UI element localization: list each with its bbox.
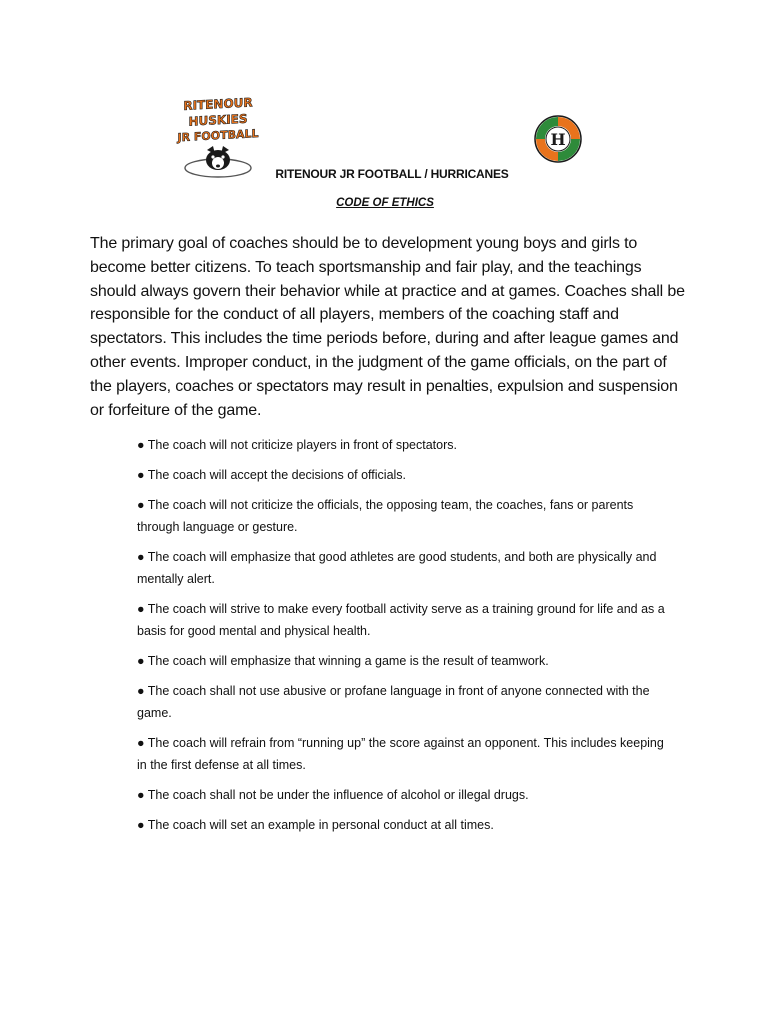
svg-text:HUSKIES: HUSKIES [188,111,248,129]
rule-item: ● The coach will not criticize the officials, the opposing team, the coaches, fans or parents through language or gesture. [137,498,634,534]
intro-paragraph: The primary goal of coaches should be to development young boys and girls to become better citizens. To teach sportsmanship and fair play, and the teachings should always govern their behavior while at practice and at games. Coaches shall be responsible for the conduct of all players, members of the coaching staff and spectators. This includes the time periods before, during and after league games and other events. Improper conduct, in the judgment of the game officials, on the part of the players, coaches or spectators may result in penalties, expulsion and suspension or forfeiture of the game. [90,235,685,419]
hurricanes-logo [533,114,583,164]
rules-list [137,434,677,844]
svg-text:JR FOOTBALL: JR FOOTBALL [177,127,259,145]
rule-item: ● The coach shall not use abusive or profane language in front of anyone connected with the game. [137,684,650,720]
rule-item: ● The coach will emphasize that winning a game is the result of teamwork. [137,654,549,668]
document-title: RITENOUR JR FOOTBALL / HURRICANES [275,167,509,181]
svg-text:RITENOUR: RITENOUR [183,95,253,113]
rule-item: ● The coach will not criticize players in front of spectators. [137,438,457,452]
rule-item: ● The coach will refrain from “running up” the score against an opponent. This includes keeping in the first defense at all times. [137,736,664,772]
rule-item: ● The coach will accept the decisions of officials. [137,468,407,482]
rule-item: ● The coach will strive to make every football activity serve as a training ground for life and as a basis for good mental and physical health. [137,602,665,638]
rule-item: ● The coach shall not be under the influence of alcohol or illegal drugs. [137,788,529,802]
svg-text:H: H [550,130,566,149]
document-subtitle: CODE OF ETHICS [336,197,434,209]
rule-item: ● The coach will set an example in personal conduct at all times. [137,818,494,832]
rule-item: ● The coach will emphasize that good athletes are good students, and both are physically and mentally alert. [137,550,657,586]
